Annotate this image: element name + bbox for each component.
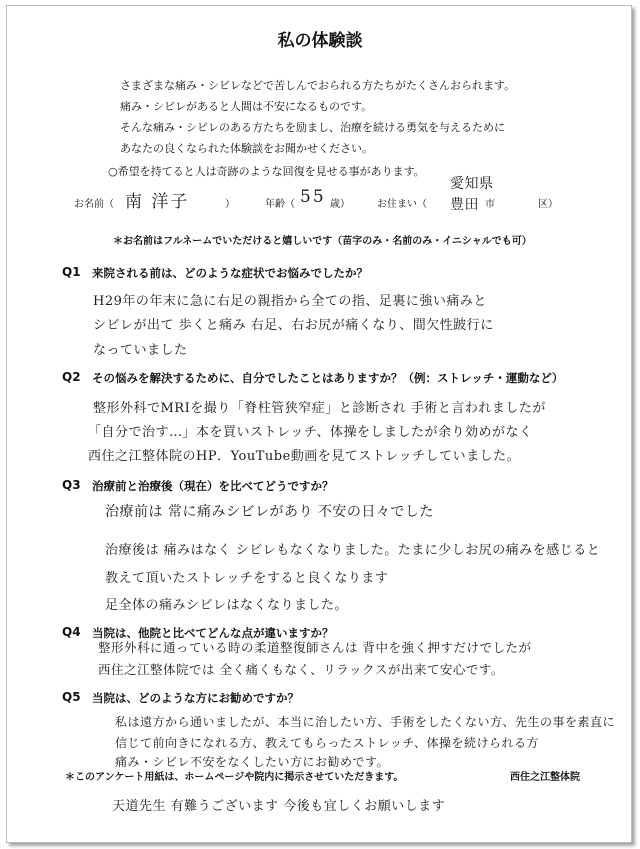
question-number: Q2: [62, 370, 81, 384]
question-text: 当院は、他院と比べてどんな点が違いますか？: [92, 626, 334, 640]
answer-line: 教えて頂いたストレッチをすると良くなります: [105, 571, 389, 586]
footer-note: ＊このアンケート用紙は、ホームページや院内に掲示させていただきます。: [65, 772, 404, 783]
name-close: ）: [225, 199, 235, 210]
question-number: Q5: [62, 690, 81, 704]
question-text: 来院される前は、どのような症状でお悩みでしたか？: [92, 266, 368, 280]
question-number: Q1: [62, 265, 81, 279]
answer-line: 私は遠方から通いましたが、本当に治したい方、手術をしたくない方、先生の事を素直に: [115, 715, 616, 729]
question-text: 治療前と治療後（現在）を比べてどうですか？: [92, 479, 334, 493]
question-number: Q4: [62, 625, 81, 639]
answer-line: 治療前は 常に痛みシビレがあり 不安の日々でした: [105, 504, 434, 520]
name-value: 南 洋子: [125, 192, 190, 212]
question-text: その悩みを解決するために、自分でしたことはありますか？（例：ストレッチ・運動など）: [92, 371, 564, 385]
name-label: お名前（: [74, 199, 114, 210]
address-city: 豊田: [450, 197, 479, 213]
closing-message: 天道先生 有難うございます 今後も宜しくお願いします: [112, 799, 446, 814]
answer-line: 「自分で治す…」本を買いストレッチ、体操をしましたが余り効めがなく: [88, 425, 533, 440]
intro-line: そんな痛み・シビレのある方たちを励まし、治療を続ける勇気を与えるために: [120, 121, 505, 134]
answer-line: H29年の年末に急に右足の親指から全ての指、足裏に強い痛みと: [93, 294, 487, 309]
answer-line: 足全体の痛みシビレはなくなりました。: [105, 598, 349, 613]
question-number: Q3: [62, 478, 81, 492]
intro-line: ○希望を持てると人は奇跡のような回復を見せる事があります。: [108, 165, 425, 178]
age-value: 55: [300, 187, 326, 207]
question-text: 当院は、どのような方にお勧めですか？: [92, 691, 299, 705]
intro-line: 痛み・シビレがあると人間は不安になるものです。: [120, 100, 373, 113]
city-label: 市: [485, 199, 495, 210]
answer-line: 整形外科でMRIを撮り「脊柱管狭窄症」と診断され 手術と言われましたが: [93, 401, 546, 416]
answer-line: 整形外科に通っている時の柔道整復師さんは 背中を強く押すだけでしたが: [98, 640, 532, 655]
clinic-name: 西住之江整体院: [510, 772, 580, 783]
answer-line: なっていました: [93, 343, 188, 358]
answer-line: 治療後は 痛みはなく シビレもなくなりました。たまに少しお尻の痛みを感じると: [105, 543, 601, 558]
page-title: 私の体験談: [277, 31, 363, 51]
name-note: ＊お名前はフルネームでいただけると嬉しいです（苗字のみ・名前のみ・イニシャルでも可）: [113, 236, 532, 247]
address-prefecture: 愛知県: [450, 176, 494, 192]
intro-line: さまざまな痛み・シビレなどで苦しんでおられる方たちがたくさんおられます。: [120, 79, 516, 92]
address-label: お住まい（: [377, 199, 427, 210]
intro-line: あなたの良くなられた体験談をお聞かせください。: [120, 142, 373, 155]
answer-line: シビレが出て 歩くと痛み 右足、右お尻が痛くなり、間欠性跛行に: [93, 318, 494, 333]
ward-label: 区）: [538, 199, 558, 210]
answer-line: 信じて前向きになれる方、教えてもらったストレッチ、体操を続けられる方: [115, 736, 540, 750]
answer-line: 西住之江整体院のHP．YouTube動画を見てストレッチしていました。: [88, 449, 521, 464]
answer-line: 痛み・シビレ不安をなくしたい方にお勧めです。: [115, 755, 390, 769]
age-unit: 歳）: [330, 199, 350, 210]
age-label: 年齢（: [265, 199, 295, 210]
answer-line: 西住之江整体院では 全く痛くもなく、リラックスが出来て安心です。: [98, 662, 504, 677]
